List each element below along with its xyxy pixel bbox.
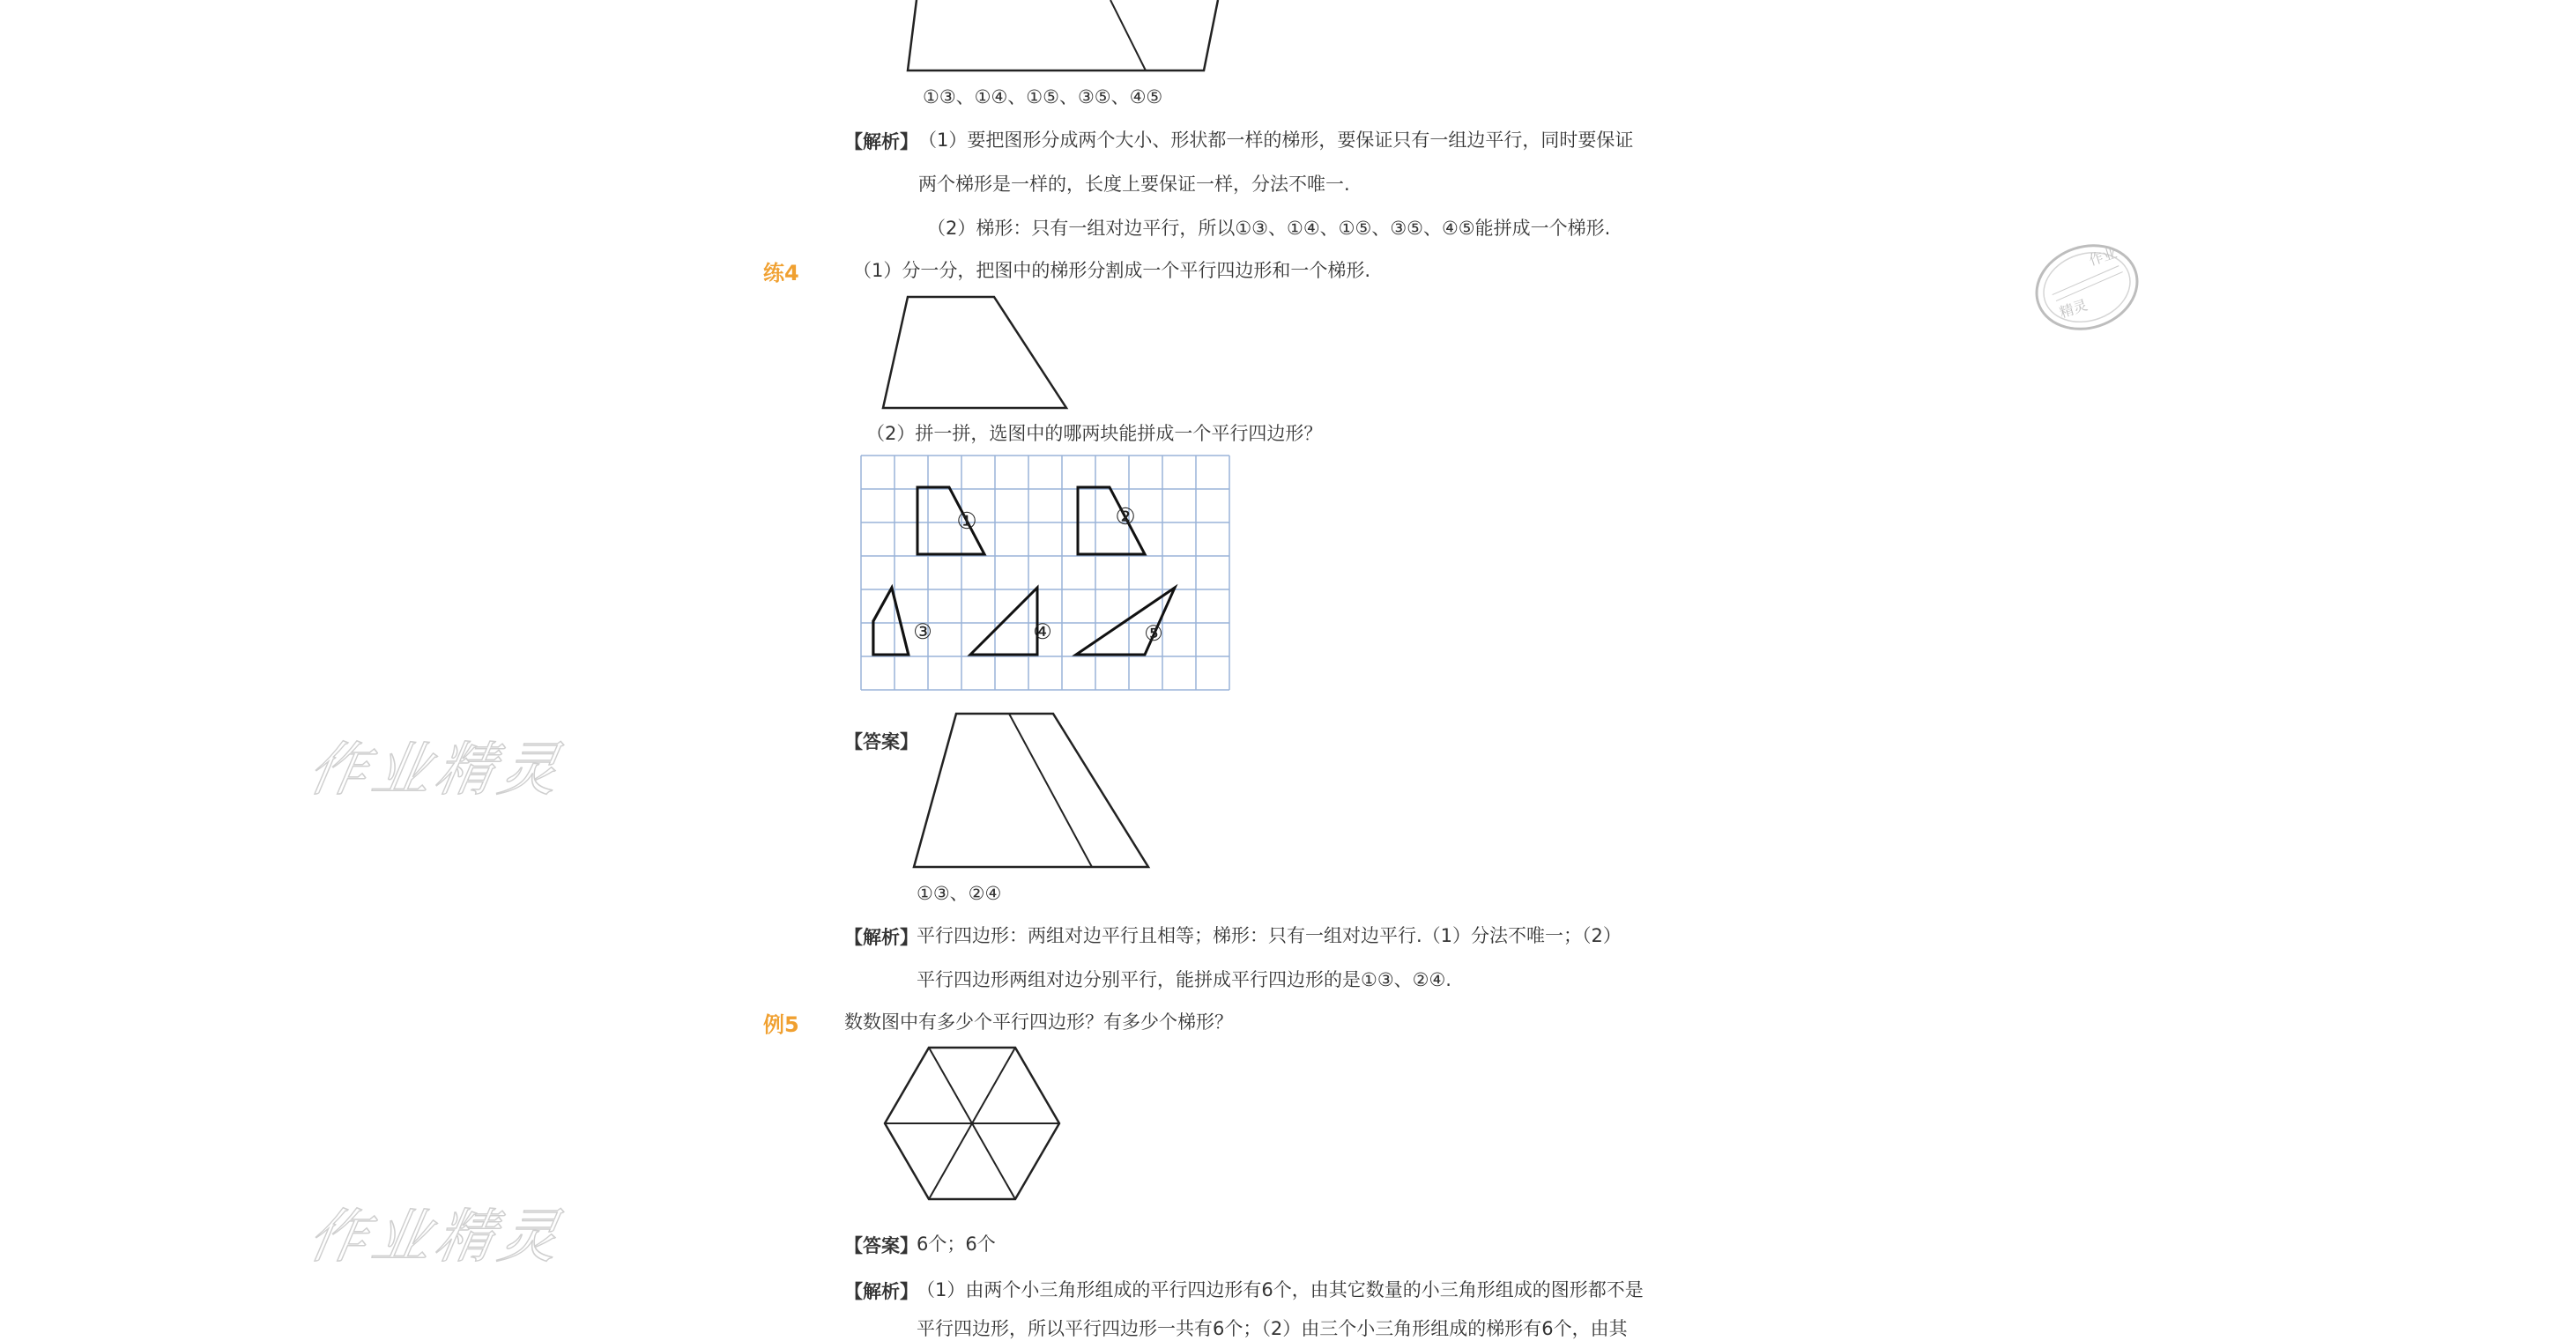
example5-question: 数数图中有多少个平行四边形？有多少个梯形？ xyxy=(844,1011,1233,1033)
watermark-text: 作业精灵 xyxy=(303,1203,569,1271)
section3-analysis-tag: 【解析】 xyxy=(844,131,918,152)
piece-3-label: ③ xyxy=(913,619,932,644)
trapezoid-top-partial xyxy=(908,0,1225,72)
example5-analysis-line1: （1）由两个小三角形组成的平行四边形有6个，由其它数量的小三角形组成的图形都不是 xyxy=(917,1279,1644,1300)
svg-text:精灵: 精灵 xyxy=(2057,296,2090,322)
example5-analysis-line2: 平行四边形，所以平行四边形一共有6个；（2）由三个小三角形组成的梯形有6个，由其 xyxy=(917,1318,1628,1339)
hexagon-figure xyxy=(881,1044,1066,1203)
svg-text:作业: 作业 xyxy=(2086,244,2119,270)
section3-analysis-line2: 两个梯形是一样的，长度上要保证一样，分法不唯一. xyxy=(918,174,1350,195)
practice4-answer-tag: 【答案】 xyxy=(844,731,918,752)
puzzle-grid xyxy=(859,454,1229,687)
example5-answer-text: 6个；6个 xyxy=(917,1234,996,1255)
example5-analysis-tag: 【解析】 xyxy=(844,1281,918,1302)
section3-analysis-line3: （2）梯形：只有一组对边平行，所以①③、①④、①⑤、③⑤、④⑤能拼成一个梯形. xyxy=(927,218,1611,239)
seal-stamp-icon xyxy=(2027,238,2150,335)
trapezoid-to-divide xyxy=(881,295,1075,410)
section3-answer-list: ①③、①④、①⑤、③⑤、④⑤ xyxy=(923,86,1163,107)
piece-4-label: ④ xyxy=(1033,619,1052,644)
watermark-text: 作业精灵 xyxy=(303,736,569,804)
practice4-question2: （2）拼一拼，选图中的哪两块能拼成一个平行四边形？ xyxy=(866,423,1323,444)
piece-1-label: ① xyxy=(956,508,977,535)
piece-2-label: ② xyxy=(1115,504,1136,530)
practice4-label: 练4 xyxy=(763,261,799,285)
piece-5-label: ⑤ xyxy=(1144,621,1163,646)
example5-answer-tag: 【答案】 xyxy=(844,1235,918,1256)
divided-trapezoid-answer xyxy=(912,712,1159,871)
practice4-question1: （1）分一分，把图中的梯形分割成一个平行四边形和一个梯形. xyxy=(853,260,1371,281)
practice4-analysis-line1: 平行四边形：两组对边平行且相等；梯形：只有一组对边平行.（1）分法不唯一；（2） xyxy=(917,925,1622,946)
practice4-analysis-line2: 平行四边形两组对边分别平行，能拼成平行四边形的是①③、②④. xyxy=(917,969,1451,990)
piece-3-triangle xyxy=(873,588,909,655)
section3-analysis-line1: （1）要把图形分成两个大小、形状都一样的梯形，要保证只有一组边平行，同时要保证 xyxy=(918,130,1634,151)
practice4-analysis-tag: 【解析】 xyxy=(844,927,918,948)
piece-4-triangle xyxy=(970,588,1037,655)
practice4-answer-list: ①③、②④ xyxy=(917,883,1002,904)
example5-label: 例5 xyxy=(763,1012,799,1037)
